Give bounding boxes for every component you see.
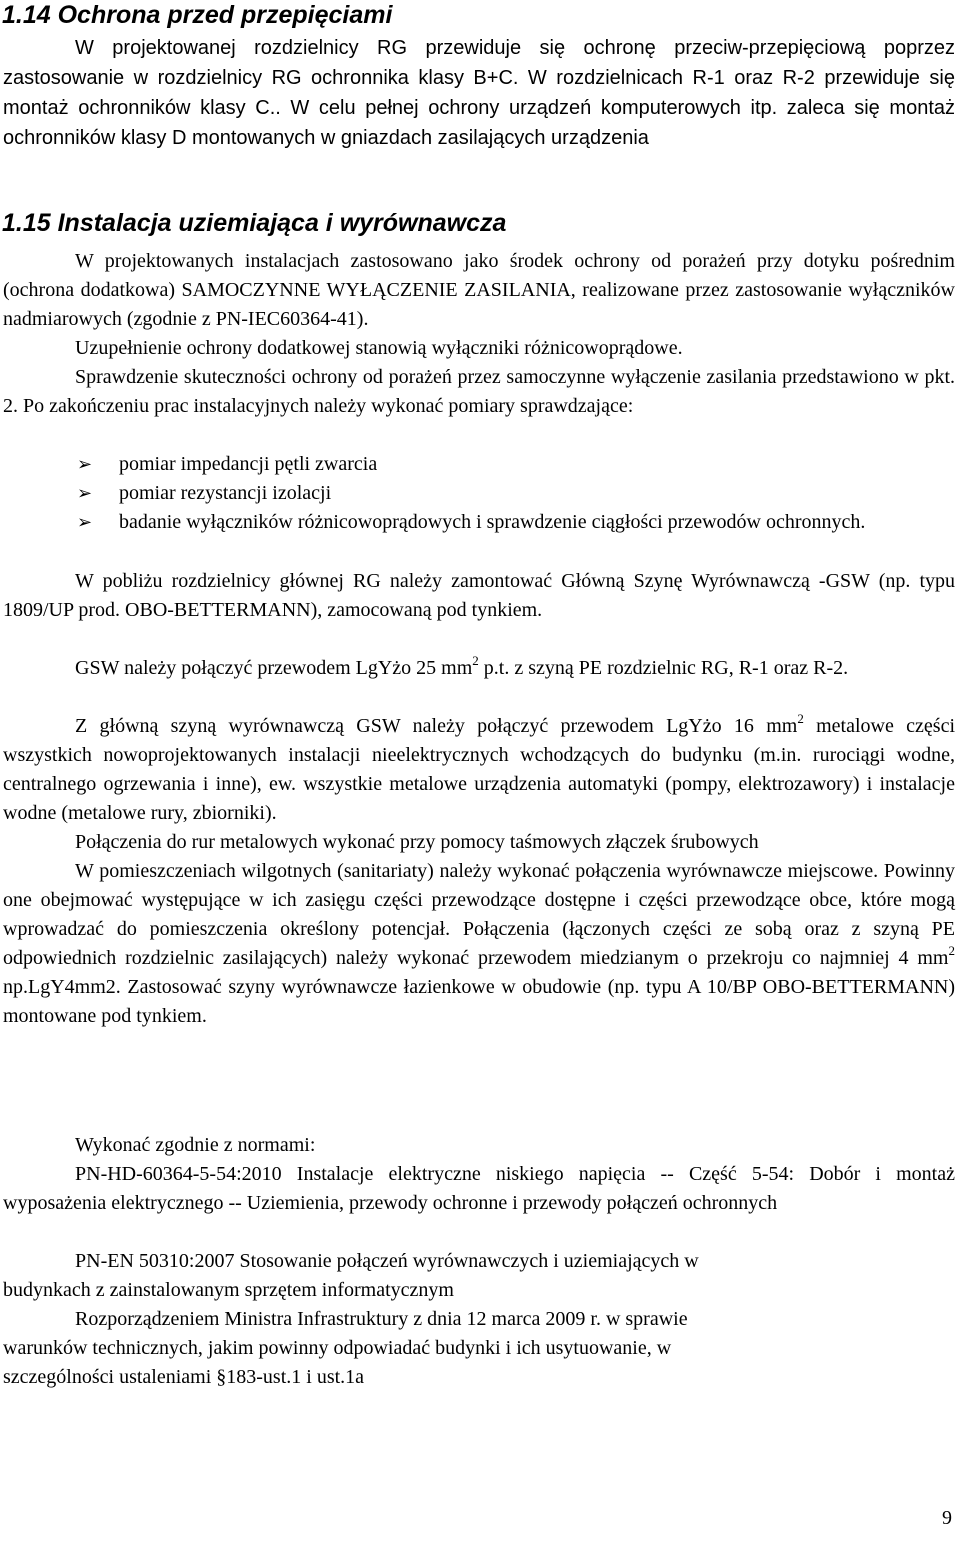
- section-heading-overvoltage: 1.14 Ochrona przed przepięciami: [2, 1, 393, 29]
- arrowhead-bullet-icon: ➢: [77, 483, 93, 504]
- list-item-text: badanie wyłączników różnicowoprądowych i sprawdzenie ciągłości przewodów ochronnych.: [119, 511, 866, 533]
- norm-regulation-line3: szczególności ustaleniami §183-ust.1 i ust.1a: [3, 1366, 365, 1388]
- grounding-paragraph-3: Sprawdzenie skuteczności ochrony od porażeń przez samoczynne wyłączenie zasilania przedstawiono w pkt. 2. Po zakończeniu prac instalacyjnych należy wykonać pomiary sprawdzające:: [3, 366, 955, 417]
- metal-parts-text: Z główną szyną wyrównawczą GSW należy połączyć przewodem LgYżo 16 mm: [75, 715, 798, 737]
- arrowhead-bullet-icon: ➢: [77, 512, 93, 533]
- norm-pn-en-50310: [3, 1247, 955, 1305]
- superscript-2: 2: [797, 711, 804, 726]
- norm-pn-hd-60364: PN-HD-60364-5-54:2010 Instalacje elektryczne niskiego napięcia -- Część 5-54: Dobór i montaż wyposażenia elektrycznego -- Uziemienia, przewody ochronne i przewody połączeń ochronnych: [3, 1163, 955, 1214]
- wet-rooms-text: W pomieszczeniach wilgotnych (sanitariaty) należy wykonać połączenia wyrównawcze miejscowe. Powinny one obejmować występujące w ich zasięgu części przewodzące dostępne i części przewodzące obce, które mogą wprowadzać do pomieszczenia określony potencjał. Połączenia (łączonych części ze sobą oraz z szyną PE odpowiednich rozdzielnic zasilających) należy wykonać przewodem miedzianym o przekroju co najmniej 4 mm: [3, 860, 955, 969]
- gsw-connection-text-cont: p.t. z szyną PE rozdzielnic RG, R-1 oraz R-2.: [483, 657, 849, 679]
- measurement-list: [3, 450, 955, 537]
- grounding-paragraph-pipe-connections: Połączenia do rur metalowych wykonać przy pomocy taśmowych złączek śrubowych: [75, 831, 759, 853]
- page-number: 9: [942, 1507, 952, 1529]
- norm-regulation-line2: warunków technicznych, jakim powinny odpowiadać budynki i ich usytuowanie, w: [3, 1337, 672, 1359]
- norm-regulation-line1: Rozporządzeniem Ministra Infrastruktury z dnia 12 marca 2009 r. w sprawie: [75, 1308, 688, 1330]
- section-heading-grounding: 1.15 Instalacja uziemiająca i wyrównawcza: [2, 209, 507, 237]
- superscript-2: 2: [948, 943, 955, 958]
- grounding-paragraph-metal-parts: [3, 712, 955, 828]
- norm-pn-en-50310-line1: PN-EN 50310:2007 Stosowanie połączeń wyrównawczych i uziemiających w: [75, 1250, 699, 1272]
- list-item: [3, 508, 955, 537]
- norm-pn-en-50310-line2: budynkach z zainstalowanym sprzętem informatycznym: [3, 1279, 454, 1301]
- superscript-2: 2: [472, 653, 479, 668]
- grounding-paragraph-1: W projektowanych instalacjach zastosowano jako środek ochrony od porażeń przy dotyku pośrednim (ochrona dodatkowa) SAMOCZYNNE WYŁĄCZENIE ZASILANIA, realizowane przez zastosowanie wyłączników nadmiarowych (zgodnie z PN-IEC60364-41).: [3, 250, 955, 330]
- metal-parts-text-cont: metalowe części wszystkich nowoprojektowanych instalacji nieelektrycznych wchodzących do budynku (m.in. rurociągi wodne, centralnego ogrzewania i inne), ew. wszystkie metalowe urządzenia automatyki (pompy, elektrozawory) i instalacje wodne (metalowe rury, zbiorniki).: [3, 715, 956, 824]
- wet-rooms-text-cont: np.LgY4mm2. Zastosować szyny wyrównawcze łazienkowe w obudowie (np. typu A 10/BP OBO-BETTERMANN) montowane pod tynkiem.: [3, 976, 955, 1027]
- overvoltage-paragraph: W projektowanej rozdzielnicy RG przewiduje się ochronę przeciw-przepięciową poprzez zastosowanie w rozdzielnicy RG ochronnika klasy B+C. W rozdzielnicach R-1 oraz R-2 przewiduje się montaż ochronników klasy C.. W celu pełnej ochrony urządzeń komputerowych itp. zaleca się montaż ochronników klasy D montowanych w gniazdach zasilających urządzenia: [3, 37, 955, 149]
- list-item: [3, 479, 955, 508]
- list-item-text: pomiar impedancji pętli zwarcia: [119, 453, 378, 475]
- list-item-text: pomiar rezystancji izolacji: [119, 482, 332, 504]
- list-item: [3, 450, 955, 479]
- grounding-paragraph-gsw-connection: [3, 654, 955, 683]
- grounding-paragraph-gsw-location: W pobliżu rozdzielnicy głównej RG należy zamontować Główną Szynę Wyrównawczą -GSW (np. typu 1809/UP prod. OBO-BETTERMANN), zamocowaną pod tynkiem.: [3, 570, 955, 621]
- gsw-connection-text: GSW należy połączyć przewodem LgYżo 25 mm: [75, 657, 473, 679]
- norms-intro: Wykonać zgodnie z normami:: [75, 1134, 316, 1156]
- arrowhead-bullet-icon: ➢: [77, 454, 93, 475]
- grounding-paragraph-wet-rooms: [3, 857, 955, 1031]
- grounding-paragraph-2: Uzupełnienie ochrony dodatkowej stanowią wyłączniki różnicowoprądowe.: [75, 337, 683, 359]
- norm-regulation: [3, 1305, 955, 1392]
